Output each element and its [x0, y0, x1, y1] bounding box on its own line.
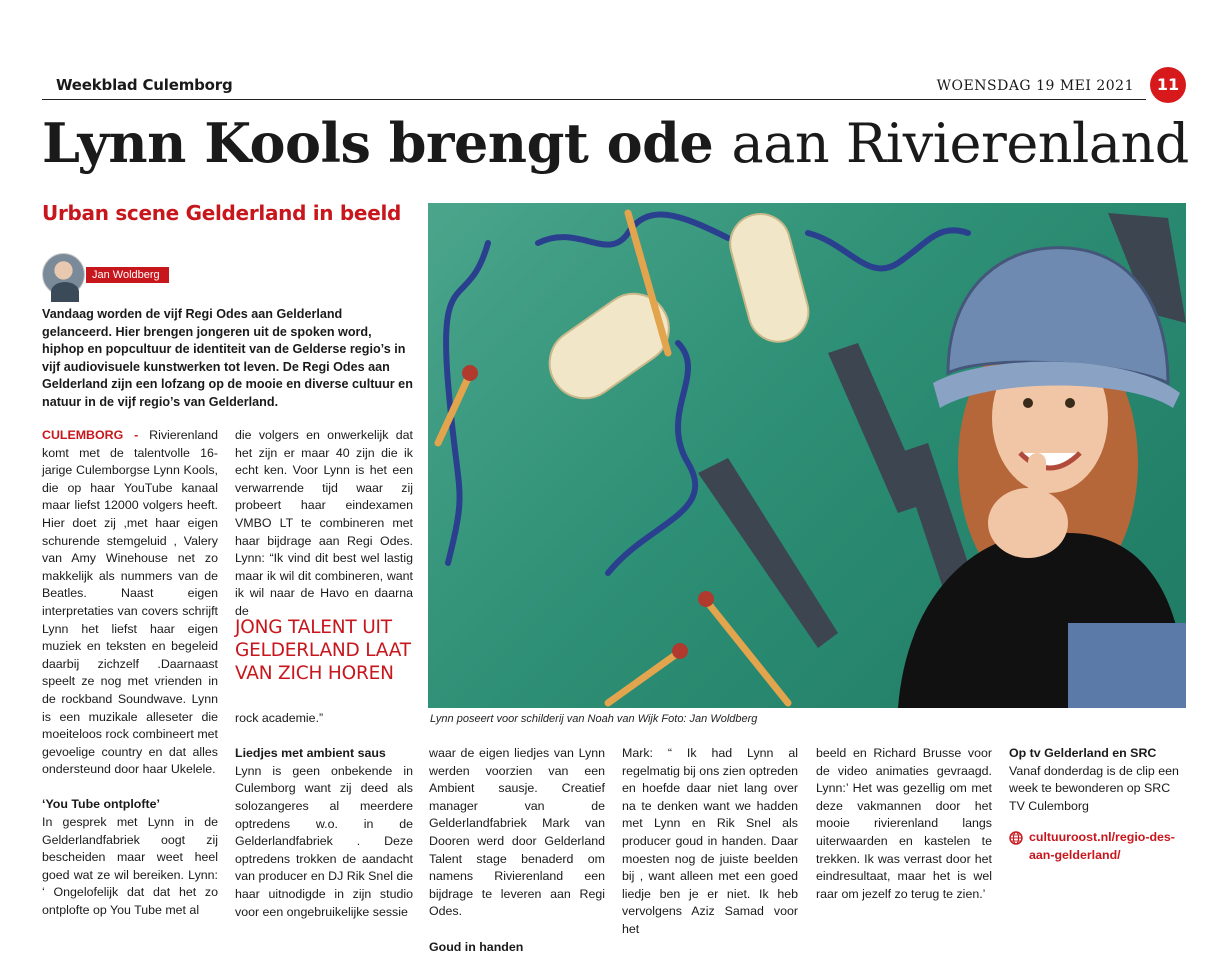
article-column-6: [1009, 745, 1187, 815]
column-1-paragraph-2: In gesprek met Lynn in de Gelderlandfabriek oogt zij bescheiden maar weet heel goed wat ze wil bereiken. Lynn: ‘ Ongelofelijk dat dat het zo ontplofte op You Tube met al: [42, 815, 218, 918]
painted-tampon: [536, 280, 683, 412]
column-5-paragraph-1: beeld en Richard Brusse voor de video animaties gevraagd. Lynn:’ Het was gezellig om met deze vakmannen door het mooie rivierenland langs uiterwaarden en kastelen te trekken. Ik was verrast door het eindresultaat, maar het is wel raar om jezelf zo terug te zien.’: [816, 746, 992, 901]
column-1-paragraph-1: [42, 427, 218, 779]
page-number-badge: 11: [1150, 67, 1186, 103]
masthead: [42, 72, 1146, 100]
column-1-subhead: ‘You Tube ontplofte’: [42, 797, 160, 812]
article-column-2: [235, 427, 413, 621]
person-finger: [1028, 453, 1046, 513]
author-name: Jan Woldberg: [86, 267, 169, 283]
column-2-paragraph-1-end: rock academie.”: [235, 711, 324, 725]
photo-caption: Lynn poseert voor schilderij van Noah van Wijk Foto: Jan Woldberg: [430, 713, 758, 725]
headline-light: aan Rivierenland: [731, 112, 1189, 175]
website-link[interactable]: cultuuroost.nl/regio-des-aan-gelderland/: [1029, 830, 1175, 862]
person-eye: [1065, 398, 1075, 408]
headline: [42, 110, 1189, 177]
column-2-paragraph-1: die volgers en onwerkelijk dat het zijn er maar 40 zijn die ik echt ken. Voor Lynn is het een verwarrende tijd waar zij probeert haar eindexamen VMBO LT te combineren met haar bijdrage aan Regi Odes. Lynn: “Ik vind dit best wel lastig maar ik wil dit combineren, want ik wil naar de Havo en daarna de: [235, 428, 413, 618]
author-avatar: [42, 253, 85, 296]
intro-paragraph: Vandaag worden de vijf Regi Odes aan Gelderland gelanceerd. Hier brengen jongeren uit de spoken word, hiphop en popcultuur de identiteit van de Gelderse regio’s in vijf audiovisuele kunstwerken tot leven. De Regi Odes aan Gelderland zijn een lofzang op de mooie en diverse cultuur en natuur in de vijf regio’s van Gelderland.: [42, 307, 413, 409]
column-6-paragraph-1: Vanaf donderdag is de clip een week te bewonderen op SRC TV Culemborg: [1009, 763, 1179, 813]
painted-tampon: [723, 207, 815, 348]
dateline: CULEMBORG -: [42, 428, 139, 442]
column-3-subhead: Goud in handen: [429, 939, 524, 954]
article-photo: [428, 203, 1186, 708]
paper-name: Weekblad Culemborg: [56, 76, 233, 94]
painted-match-head: [698, 591, 714, 607]
column-1-text-1: Rivierenland komt met de talentvolle 16-jarige Culemborgse Lynn Kools, die op haar YouTube kanaal maar liefst 12000 volgers heeft. Hier doet zij ,met haar eigen schurende stemgeluid , Valery van Amy Winehouse net zo makkelijk als nummers van de Beatles. Naast eigen interpretaties van covers schrijft Lynn het liefst haar eigen muziek en teksten en begeleid daarbij zichzelf .Daarnaast speelt ze nog met vrienden in de rockband Soundwave. Lynn is een muzikale alleseter die moeiteloos rock combineert met gevoelige country en dat alles ondersteund door haar Ukelele.: [42, 428, 218, 777]
paragraph-gap: [42, 779, 218, 797]
article-column-5: [816, 745, 992, 903]
painted-squiggle: [808, 230, 968, 268]
photo-illustration: [428, 203, 1186, 708]
column-4-paragraph-1: Mark: “ Ik had Lynn al regelmatig bij ons zien optreden en hoefde daar niet lang over na te denken want we hadden met Lynn en Rik Snel als producer goud in handen. Daar moesten nog de juiste beelden bij , want alleen met een goed liedje ben je er niet. Ik heb vervolgens Aziz Samad voor het: [622, 746, 798, 936]
article-column-2-lower: [235, 710, 413, 921]
painted-squiggle: [446, 243, 488, 563]
article-column-1: [42, 427, 218, 920]
pullquote: JONG TALENT UIT GELDERLAND LAAT VAN ZICH HOREN: [235, 617, 411, 684]
painted-match: [708, 603, 788, 703]
headline-bold: Lynn Kools brengt ode: [42, 111, 714, 175]
paragraph-gap: [235, 728, 413, 746]
painted-match-head: [672, 643, 688, 659]
column-2-subhead: Liedjes met ambient saus: [235, 746, 386, 761]
subhead: Urban scene Gelderland in beeld: [42, 201, 402, 225]
article-column-3: [429, 745, 605, 956]
issue-date: WOENSDAG 19 MEI 2021: [936, 78, 1134, 94]
globe-icon: [1009, 831, 1023, 845]
painted-match: [608, 653, 678, 703]
article-column-4: [622, 745, 798, 939]
person-eye: [1023, 398, 1033, 408]
painted-match-head: [462, 365, 478, 381]
paragraph-gap: [429, 921, 605, 939]
column-3-paragraph-1: waar de eigen liedjes van Lynn werden voorzien van een Ambient sausje. Creatief manager van de Gelderlandfabriek Mark van Dooren werd door Gelderland Talent stage benaderd om namens Rivierenland een bijdrage te leveren aan Regi Odes.: [429, 746, 605, 919]
column-6-subhead: Op tv Gelderland en SRC: [1009, 746, 1157, 760]
column-2-paragraph-2: Lynn is geen onbekende in Culemborg want zij deed als solozangeres al meerdere optredens w.o. in de Gelderlandfabriek . Deze optredens trokken de aandacht van producer en DJ Rik Snel die haar uitnodigde in zijn studio voor een ongebruikelijke sessie: [235, 763, 413, 919]
person-overalls: [1068, 623, 1186, 708]
